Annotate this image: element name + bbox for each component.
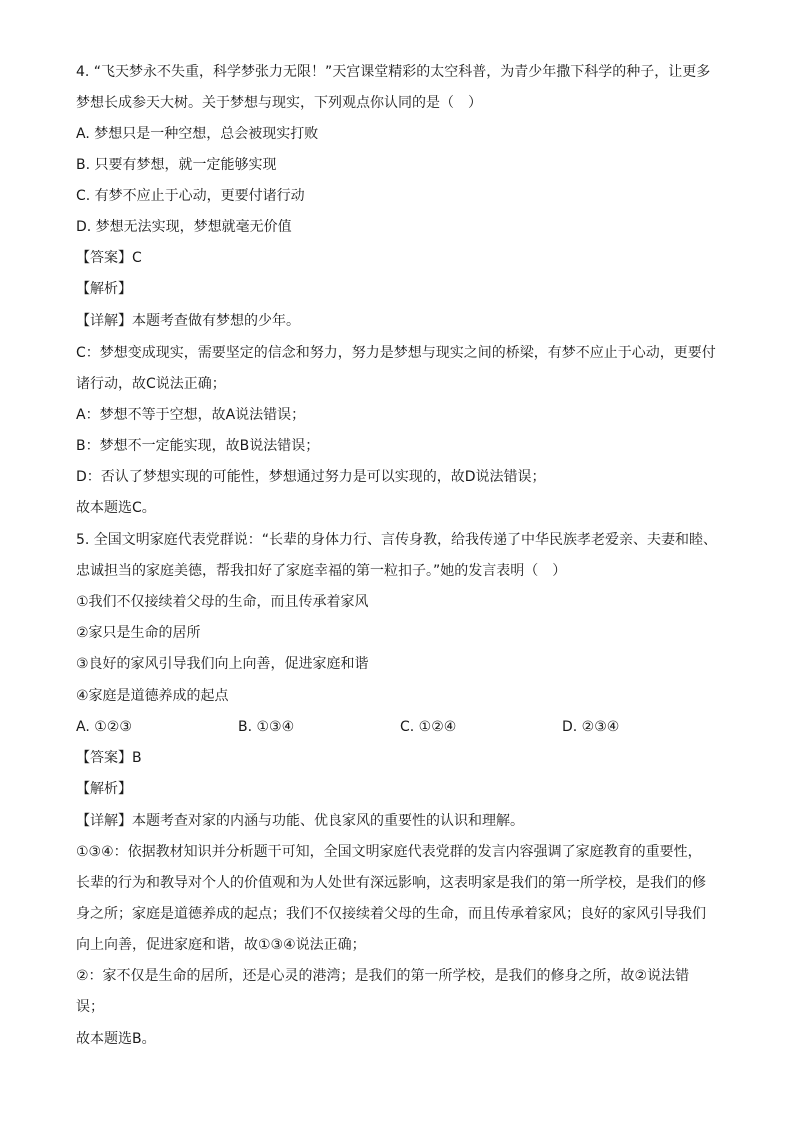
q4-explanation-line: B：梦想不一定能实现，故B说法错误； <box>76 438 320 454</box>
q5-answer: 【答案】B <box>76 750 142 766</box>
q4-analysis-heading: 【解析】 <box>76 281 132 297</box>
q4-option-c: C. 有梦不应止于心动，更要付诸行动 <box>76 188 305 204</box>
q4-stem-line-2: 梦想长成参天大树。关于梦想与现实，下列观点你认同的是（ ） <box>76 95 482 111</box>
q5-explanation-line: 身之所；家庭是道德养成的起点；我们不仅接续着父母的生命，而且传承着家风；良好的家风引导我们 <box>76 906 706 922</box>
q4-explanation-line: 诸行动，故C说法正确； <box>76 376 226 392</box>
q5-statement-2: ②家只是生命的居所 <box>76 625 201 641</box>
q4-explanation-line: A：梦想不等于空想，故A说法错误； <box>76 407 306 423</box>
q4-answer: 【答案】C <box>76 250 142 266</box>
q4-explanation-line: C：梦想变成现实，需要坚定的信念和努力，努力是梦想与现实之间的桥梁，有梦不应止于心动，更要付 <box>76 345 716 361</box>
q4-explanation-line: D：否认了梦想实现的可能性，梦想通过努力是可以实现的，故D说法错误； <box>76 469 546 485</box>
q5-detail-intro: 【详解】本题考查对家的内涵与功能、优良家风的重要性的认识和理解。 <box>76 813 524 829</box>
q5-explanation-line: 向上向善，促进家庭和谐，故①③④说法正确； <box>76 937 366 953</box>
q5-analysis-heading: 【解析】 <box>76 781 132 797</box>
q5-stem-line-1: 5. 全国文明家庭代表党群说：“长辈的身体力行、言传身教，给我传递了中华民族孝老爱亲、夫妻和睦、 <box>76 532 718 548</box>
q5-statement-3: ③良好的家风引导我们向上向善，促进家庭和谐 <box>76 656 369 672</box>
q4-conclusion: 故本题选C。 <box>76 500 156 516</box>
q5-explanation-line: ①③④：依据教材知识并分析题干可知，全国文明家庭代表党群的发言内容强调了家庭教育的重要性， <box>76 844 702 860</box>
q5-choice-a: A. ①②③ <box>76 719 132 735</box>
q5-choice-b: B. ①③④ <box>238 719 295 735</box>
q4-option-a: A. 梦想只是一种空想，总会被现实打败 <box>76 126 319 142</box>
q4-stem-line-1: 4. “飞天梦永不失重，科学梦张力无限！”天宫课堂精彩的太空科普，为青少年撒下科学的种子，让更多 <box>76 64 711 80</box>
q5-conclusion: 故本题选B。 <box>76 1031 156 1047</box>
q5-explanation-line: ②：家不仅是生命的居所，还是心灵的港湾；是我们的第一所学校，是我们的修身之所，故②说法错 <box>76 968 690 984</box>
q4-option-b: B. 只要有梦想，就一定能够实现 <box>76 157 277 173</box>
q4-detail-intro: 【详解】本题考查做有梦想的少年。 <box>76 313 300 329</box>
q5-choice-d: D. ②③④ <box>562 719 620 735</box>
q5-explanation-line: 长辈的行为和教导对个人的价值观和为人处世有深远影响，这表明家是我们的第一所学校，是我们的修 <box>76 875 706 891</box>
q4-option-d: D. 梦想无法实现，梦想就毫无价值 <box>76 219 292 235</box>
q5-statement-4: ④家庭是道德养成的起点 <box>76 688 229 704</box>
q5-stem-line-2: 忠诚担当的家庭美德，帮我扣好了家庭幸福的第一粒扣子。”她的发言表明（ ） <box>76 563 567 579</box>
q5-statement-1: ①我们不仅接续着父母的生命，而且传承着家风 <box>76 594 369 610</box>
q5-choice-c: C. ①②④ <box>400 719 457 735</box>
q5-explanation-line: 误； <box>76 999 104 1015</box>
